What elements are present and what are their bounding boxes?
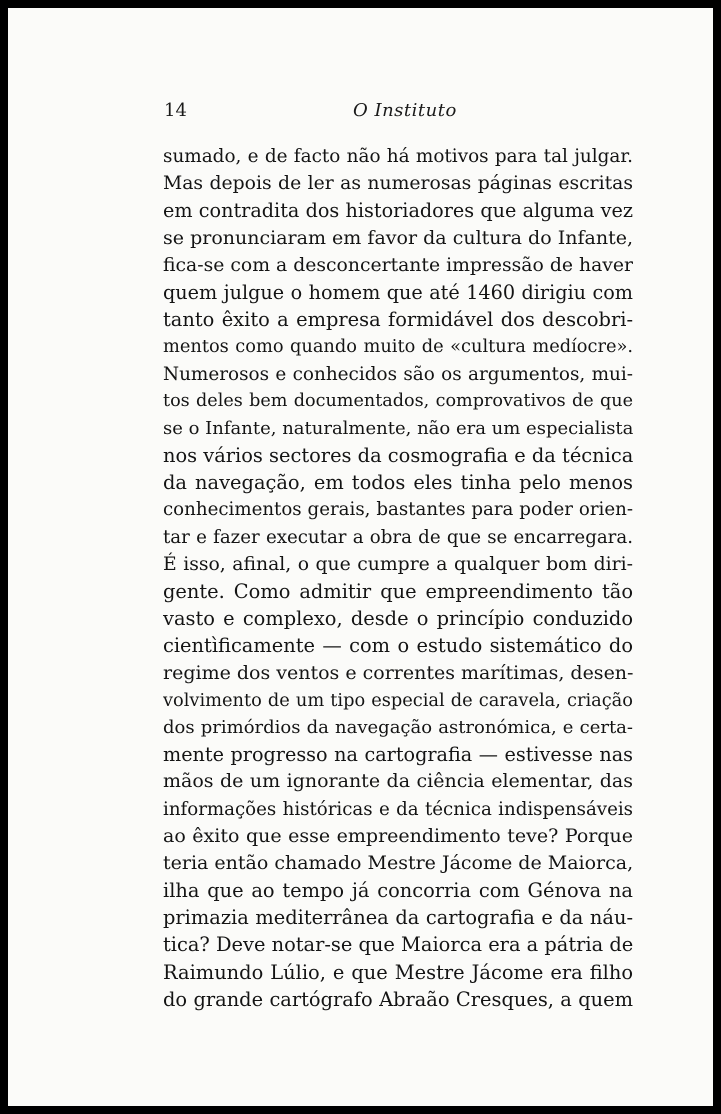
text-line: tos deles bem documentados, comprovativos de que (163, 390, 633, 411)
text-line: do grande cartógrafo Abraão Cresques, a quem (163, 987, 633, 1011)
text-line: em contradita dos historiadores que alguma vez (163, 199, 633, 223)
text-line: É isso, afinal, o que cumpre a qualquer bom diri- (163, 553, 633, 575)
text-line: tica? Deve notar-se que Maiorca era a pátria de (163, 933, 633, 957)
text-line: fica-se com a desconcertante impressão de haver (163, 254, 633, 276)
text-line: conhecimentos gerais, bastantes para poder orien- (163, 499, 633, 521)
text-line: Raimundo Lúlio, e que Mestre Jácome era filho (163, 960, 633, 984)
text-line: da navegação, em todos eles tinha pelo menos (163, 471, 633, 495)
body-text (163, 143, 633, 1013)
text-line: sumado, e de facto não há motivos para tal julgar. (163, 146, 633, 167)
text-line: volvimento de um tipo especial de caravela, criação (163, 689, 633, 711)
text-line: gente. Como admitir que empreendimento tão (163, 580, 633, 603)
text-line: informações históricas e da técnica indispensáveis (163, 798, 633, 820)
text-line: mente progresso na cartografia — estivesse nas (163, 743, 633, 767)
text-line: dos primórdios da navegação astronómica, e certa- (163, 716, 633, 738)
text-line: mãos de um ignorante da ciência elementar, das (163, 770, 633, 793)
book-page (8, 8, 713, 1106)
running-head: O Instituto (353, 100, 457, 121)
text-line: primazia mediterrânea da cartografia e da náu- (163, 906, 633, 930)
text-line: tar e fazer executar a obra de que se encarregara. (163, 526, 633, 548)
text-line: se pronunciaram em favor da cultura do Infante, (163, 226, 633, 249)
text-line: se o Infante, naturalmente, não era um especialista (163, 417, 633, 439)
text-line: cientìficamente — com o estudo sistemático do (163, 634, 633, 658)
text-line: regime dos ventos e correntes marítimas, desen- (163, 661, 633, 684)
text-line: nos vários sectores da cosmografia e da técnica (163, 444, 633, 468)
text-line: quem julgue o homem que até 1460 dirigiu com (163, 280, 633, 304)
text-line: Mas depois de ler as numerosas páginas escritas (163, 173, 633, 195)
text-line: tanto êxito a empresa formidável dos descobri- (163, 308, 633, 332)
text-line: Numerosos e conhecidos são os argumentos, mui- (163, 363, 633, 385)
text-line: ao êxito que esse empreendimento teve? Porque (163, 824, 633, 847)
text-line: mentos como quando muito de «cultura medíocre». (163, 336, 633, 358)
page-header (8, 94, 713, 124)
text-line: vasto e complexo, desde o princípio conduzido (163, 607, 633, 631)
text-line: teria então chamado Mestre Jácome de Maiorca, (163, 851, 633, 874)
page-number: 14 (164, 100, 187, 121)
text-line: ilha que ao tempo já concorria com Génova na (163, 879, 633, 903)
